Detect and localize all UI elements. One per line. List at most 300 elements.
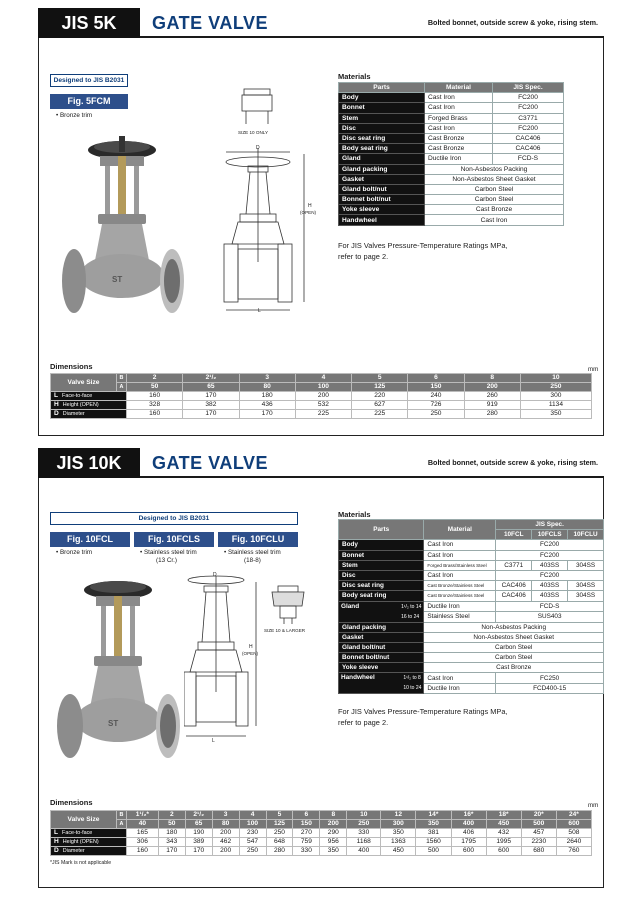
product-title: GATE VALVE xyxy=(152,453,269,473)
material-value: Forged Brass/Stainless Steel xyxy=(424,560,496,570)
material-part: Gland bolt/nut xyxy=(339,642,424,652)
size-range-2: 10 to 24 xyxy=(403,685,422,692)
dimension-key: H xyxy=(54,401,59,408)
material-spec: 403SS xyxy=(532,591,568,601)
dimension-row-label xyxy=(51,392,127,401)
material-spec: FCD-S xyxy=(496,601,604,612)
material-value: Cast Iron xyxy=(425,123,493,133)
dimension-value: 225 xyxy=(295,410,351,419)
trim-label: • Stainless steel trim xyxy=(140,549,197,556)
dimension-row xyxy=(51,847,592,856)
size-b: 12 xyxy=(381,811,416,820)
material-row xyxy=(339,622,604,632)
dimension-value: 250 xyxy=(239,847,266,856)
size-range-1: 1¹/₂ to 8 xyxy=(403,675,421,682)
material-value: Non-Asbestos Packing xyxy=(424,622,604,632)
material-spec: CAC406 xyxy=(496,591,532,601)
size-b: 16* xyxy=(451,811,486,820)
product-title: GATE VALVE xyxy=(152,13,269,33)
material-part: Stem xyxy=(339,113,425,123)
dimension-value: 726 xyxy=(408,401,464,410)
dimension-name: Height (OPEN) xyxy=(62,402,99,408)
material-row xyxy=(339,540,604,550)
dimension-value: 230 xyxy=(239,829,266,838)
size-b: 8 xyxy=(320,811,347,820)
material-value: Cast Bronze xyxy=(425,205,564,215)
material-part: Bonnet bolt/nut xyxy=(339,653,424,663)
header-material: Material xyxy=(424,520,496,540)
size-b: 4 xyxy=(239,811,266,820)
drawing-label-d: D xyxy=(213,572,217,578)
svg-text:ST: ST xyxy=(108,719,119,728)
size-a: 40 xyxy=(127,820,159,829)
jis-10k-section xyxy=(38,448,604,888)
material-row xyxy=(339,133,564,143)
pressure-note xyxy=(338,240,508,262)
size-a-label: A xyxy=(117,383,127,392)
drawing-label-d: D xyxy=(256,145,260,151)
material-value: Cast Iron xyxy=(425,215,564,225)
dimension-value: 306 xyxy=(127,838,159,847)
size-b: 24* xyxy=(556,811,591,820)
dimension-value: 260 xyxy=(464,392,520,401)
dimension-value: 300 xyxy=(520,392,591,401)
size-a: 300 xyxy=(381,820,416,829)
dimension-value: 450 xyxy=(381,847,416,856)
dimension-key: H xyxy=(54,838,59,845)
dimension-value: 280 xyxy=(464,410,520,419)
size-b: 8 xyxy=(464,374,520,383)
material-value: Cast Bronze xyxy=(425,133,493,143)
dimension-value: 400 xyxy=(347,847,381,856)
figure-label-10fcls: Fig. 10FCLS xyxy=(134,532,214,547)
dimension-value: 160 xyxy=(127,410,183,419)
size-row-a xyxy=(51,820,592,829)
jis-badge: JIS 10K xyxy=(38,448,140,478)
dimension-value: 330 xyxy=(293,847,320,856)
material-value: Cast Iron xyxy=(424,673,496,684)
material-spec: CAC406 xyxy=(493,133,564,143)
material-row xyxy=(339,154,564,164)
material-part-label: Gland xyxy=(341,602,360,610)
size-a: 80 xyxy=(239,383,295,392)
size-a: 125 xyxy=(266,820,293,829)
material-part: Gland xyxy=(339,154,425,164)
dimension-value: 680 xyxy=(521,847,556,856)
material-spec: FC200 xyxy=(496,570,604,580)
pressure-note-line1: For JIS Valves Pressure-Temperature Ratings MPa, xyxy=(338,707,508,716)
large-size-stem-drawing xyxy=(270,584,308,626)
header-parts: Parts xyxy=(339,83,425,93)
dimension-value: 170 xyxy=(239,410,295,419)
material-value: Cast Bronze/Stainless Steel xyxy=(424,591,496,601)
dimension-row-label xyxy=(51,847,127,856)
material-value: Cast Iron xyxy=(425,103,493,113)
drawing-label-open: (OPEN) xyxy=(242,651,259,656)
dimension-value: 343 xyxy=(158,838,185,847)
material-part: Handwheel xyxy=(339,215,425,225)
dimension-value: 457 xyxy=(521,829,556,838)
dimension-value: 225 xyxy=(352,410,408,419)
valve-size-label: Valve Size xyxy=(51,811,117,829)
dimension-row xyxy=(51,401,592,410)
header-10fclu: 10FCLU xyxy=(568,530,604,540)
dimension-value: 2640 xyxy=(556,838,591,847)
material-part: Stem xyxy=(339,560,424,570)
dimension-row xyxy=(51,829,592,838)
dimension-value: 200 xyxy=(295,392,351,401)
pressure-note xyxy=(338,706,508,728)
material-part: Disc seat ring xyxy=(339,133,425,143)
size-b-label: B xyxy=(117,811,127,820)
size-b: 2¹/₂ xyxy=(185,811,212,820)
dimensions-table xyxy=(50,373,592,419)
size-b: 1¹/₂* xyxy=(127,811,159,820)
material-row xyxy=(339,215,564,225)
header-spec: JIS Spec. xyxy=(496,520,604,530)
dimension-value: 1995 xyxy=(486,838,521,847)
material-value: Cast Iron xyxy=(424,570,496,580)
material-part: Gland bolt/nut xyxy=(339,184,425,194)
material-part: Gland packing xyxy=(339,622,424,632)
size-note: SIZE 10 ONLY xyxy=(238,130,269,135)
dimension-value: 432 xyxy=(486,829,521,838)
material-spec: FCD400-15 xyxy=(496,683,604,694)
section-header xyxy=(38,8,604,38)
dimension-key: D xyxy=(54,410,59,417)
dimension-key: L xyxy=(54,392,59,399)
dimension-row xyxy=(51,838,592,847)
dimension-key: D xyxy=(54,847,59,854)
size-note: SIZE 10 & LARGER xyxy=(264,628,306,633)
dimension-name: Face-to-face xyxy=(62,393,93,399)
dimension-value: 170 xyxy=(158,847,185,856)
material-row xyxy=(339,144,564,154)
size-row-b xyxy=(51,374,592,383)
material-spec: 403SS xyxy=(532,581,568,591)
material-value: Cast Iron xyxy=(424,550,496,560)
material-row xyxy=(339,642,604,652)
material-value: Carbon Steel xyxy=(424,642,604,652)
dimension-value: 1363 xyxy=(381,838,416,847)
dimension-value: 500 xyxy=(416,847,451,856)
size-b: 6 xyxy=(293,811,320,820)
size-b: 14* xyxy=(416,811,451,820)
dimension-value: 436 xyxy=(239,401,295,410)
size-a: 80 xyxy=(212,820,239,829)
material-spec: FC200 xyxy=(493,123,564,133)
material-value: Cast Iron xyxy=(424,540,496,550)
size-a: 600 xyxy=(556,820,591,829)
material-part: Disc xyxy=(339,123,425,133)
dimension-value: 350 xyxy=(381,829,416,838)
dimension-value: 382 xyxy=(183,401,239,410)
dimension-value: 648 xyxy=(266,838,293,847)
material-value: Ductile Iron xyxy=(424,601,496,612)
dimension-value: 508 xyxy=(556,829,591,838)
size-a: 65 xyxy=(183,383,239,392)
dimension-value: 350 xyxy=(320,847,347,856)
size-a: 350 xyxy=(416,820,451,829)
dimension-row-label xyxy=(51,829,127,838)
material-row xyxy=(339,632,604,642)
material-row xyxy=(339,560,604,570)
size-a: 250 xyxy=(347,820,381,829)
dimension-value: 328 xyxy=(127,401,183,410)
size-b: 10 xyxy=(520,374,591,383)
material-row xyxy=(339,550,604,560)
size-b: 4 xyxy=(295,374,351,383)
material-spec: CAC406 xyxy=(493,144,564,154)
figure-label: Fig. 5FCM xyxy=(50,94,128,109)
size-a: 150 xyxy=(408,383,464,392)
size-a-label: A xyxy=(117,820,127,829)
valve-photo xyxy=(60,126,190,316)
dimension-value: 180 xyxy=(239,392,295,401)
dimension-name: Face-to-face xyxy=(62,830,93,836)
dimension-value: 600 xyxy=(451,847,486,856)
materials-title: Materials xyxy=(338,510,371,519)
dimension-value: 280 xyxy=(266,847,293,856)
dimension-value: 760 xyxy=(556,847,591,856)
dimension-row xyxy=(51,392,592,401)
size-a: 450 xyxy=(486,820,521,829)
material-row xyxy=(339,570,604,580)
size-a: 100 xyxy=(239,820,266,829)
size-b: 2 xyxy=(158,811,185,820)
dimension-value: 200 xyxy=(212,829,239,838)
material-spec: FC200 xyxy=(493,93,564,103)
trim-label: • Bronze trim xyxy=(56,112,93,119)
dimension-value: 290 xyxy=(320,829,347,838)
dimension-value: 462 xyxy=(212,838,239,847)
material-part: Disc xyxy=(339,570,424,580)
drawing-label-l: L xyxy=(212,738,215,744)
size-b: 6 xyxy=(408,374,464,383)
pressure-note-line2: refer to page 2. xyxy=(338,718,389,727)
material-spec: C3771 xyxy=(496,560,532,570)
size-a: 65 xyxy=(185,820,212,829)
header-parts: Parts xyxy=(339,520,424,540)
dimension-value: 170 xyxy=(185,847,212,856)
material-row xyxy=(339,113,564,123)
dimensions-title: Dimensions xyxy=(50,362,93,371)
trim-label: • Bronze trim xyxy=(56,549,93,556)
materials-title: Materials xyxy=(338,72,371,81)
designed-to-label: Designed to JIS B2031 xyxy=(50,512,298,525)
dimension-value: 250 xyxy=(266,829,293,838)
valve-photo xyxy=(54,570,184,760)
size-a: 150 xyxy=(293,820,320,829)
dimension-value: 1168 xyxy=(347,838,381,847)
dimension-value: 1560 xyxy=(416,838,451,847)
materials-table xyxy=(338,82,564,226)
dimension-value: 250 xyxy=(408,410,464,419)
dimensions-title: Dimensions xyxy=(50,798,93,807)
trim-label: • Stainless steel trim xyxy=(224,549,281,556)
drawing-label-h: H xyxy=(249,644,253,650)
material-value: Carbon Steel xyxy=(424,653,604,663)
material-value: Ductile Iron xyxy=(424,683,496,694)
size-b: 2¹/₂ xyxy=(183,374,239,383)
unit-label: mm xyxy=(588,802,599,809)
material-part: Gland packing xyxy=(339,164,425,174)
material-part-label: Handwheel xyxy=(341,674,375,682)
dimension-value: 160 xyxy=(127,392,183,401)
material-value: Forged Brass xyxy=(425,113,493,123)
dimension-key: L xyxy=(54,829,59,836)
drawing-label-l: L xyxy=(258,308,261,314)
material-spec: CAC406 xyxy=(496,581,532,591)
material-spec: 304SS xyxy=(568,581,604,591)
size-b: 18* xyxy=(486,811,521,820)
size-a: 125 xyxy=(352,383,408,392)
size-b: 3 xyxy=(239,374,295,383)
dimension-value: 1134 xyxy=(520,401,591,410)
materials-table xyxy=(338,519,604,694)
valve-size-label: Valve Size xyxy=(51,374,117,392)
size-range-2: 16 to 24 xyxy=(401,613,420,620)
dimension-value: 600 xyxy=(486,847,521,856)
material-value: Cast Bronze xyxy=(425,144,493,154)
dimension-value: 170 xyxy=(183,392,239,401)
size-b: 2 xyxy=(127,374,183,383)
trim-label-sub: (18-8) xyxy=(244,557,261,564)
dimension-value: 350 xyxy=(520,410,591,419)
material-part xyxy=(339,673,424,694)
size-a: 200 xyxy=(320,820,347,829)
drawing-label-open: (OPEN) xyxy=(300,210,317,215)
material-spec: FC200 xyxy=(496,550,604,560)
material-row xyxy=(339,184,564,194)
dimension-value: 381 xyxy=(416,829,451,838)
size-a: 500 xyxy=(521,820,556,829)
dimension-value: 165 xyxy=(127,829,159,838)
material-part: Bonnet xyxy=(339,550,424,560)
size-b: 5 xyxy=(266,811,293,820)
dimension-value: 2230 xyxy=(521,838,556,847)
material-row xyxy=(339,601,604,612)
dimension-name: Diameter xyxy=(62,848,85,854)
material-value: Cast Bronze xyxy=(424,663,604,673)
size-b: 20* xyxy=(521,811,556,820)
size-a: 50 xyxy=(158,820,185,829)
material-spec: 304SS xyxy=(568,560,604,570)
dimension-row xyxy=(51,410,592,419)
material-spec: 304SS xyxy=(568,591,604,601)
dimension-value: 190 xyxy=(185,829,212,838)
dimension-value: 1795 xyxy=(451,838,486,847)
size-row-b xyxy=(51,811,592,820)
material-value: Carbon Steel xyxy=(425,184,564,194)
material-spec: SUS403 xyxy=(496,612,604,623)
dimension-value: 919 xyxy=(464,401,520,410)
material-row xyxy=(339,93,564,103)
jis-badge: JIS 5K xyxy=(38,8,140,38)
size-b: 5 xyxy=(352,374,408,383)
material-spec: FC250 xyxy=(496,673,604,684)
figure-label-10fclu: Fig. 10FCLU xyxy=(218,532,298,547)
trim-label-sub: (13 Cr.) xyxy=(156,557,177,564)
size-a: 250 xyxy=(520,383,591,392)
dimension-value: 270 xyxy=(293,829,320,838)
dimension-value: 547 xyxy=(239,838,266,847)
dimension-value: 240 xyxy=(408,392,464,401)
material-value: Carbon Steel xyxy=(425,195,564,205)
unit-label: mm xyxy=(588,366,599,373)
dimension-value: 170 xyxy=(183,410,239,419)
material-part xyxy=(339,601,424,622)
dimension-value: 220 xyxy=(352,392,408,401)
material-part: Body xyxy=(339,93,425,103)
material-row xyxy=(339,591,604,601)
material-part: Bonnet xyxy=(339,103,425,113)
size-b: 10 xyxy=(347,811,381,820)
material-part: Body seat ring xyxy=(339,144,425,154)
header-material: Material xyxy=(425,83,493,93)
dimension-value: 389 xyxy=(185,838,212,847)
material-part: Body xyxy=(339,540,424,550)
footnote: *JIS Mark is not applicable xyxy=(50,860,112,866)
dimension-name: Height (OPEN) xyxy=(62,839,99,845)
material-spec: FC200 xyxy=(493,103,564,113)
material-part: Body seat ring xyxy=(339,591,424,601)
material-spec: FC200 xyxy=(496,540,604,550)
size-b-label: B xyxy=(117,374,127,383)
material-row xyxy=(339,581,604,591)
dimension-value: 330 xyxy=(347,829,381,838)
material-value: Non-Asbestos Sheet Gasket xyxy=(424,632,604,642)
material-row xyxy=(339,164,564,174)
dimension-drawing xyxy=(222,84,342,316)
dimension-drawing xyxy=(184,572,264,752)
material-value: Non-Asbestos Sheet Gasket xyxy=(425,174,564,184)
dimension-row-label xyxy=(51,401,127,410)
material-row xyxy=(339,663,604,673)
pressure-note-line1: For JIS Valves Pressure-Temperature Ratings MPa, xyxy=(338,241,508,250)
material-value: Cast Bronze/Stainless Steel xyxy=(424,581,496,591)
pressure-note-line2: refer to page 2. xyxy=(338,252,389,261)
material-part: Gasket xyxy=(339,632,424,642)
material-spec: 403SS xyxy=(532,560,568,570)
material-row xyxy=(339,205,564,215)
dimension-name: Diameter xyxy=(62,411,85,417)
size-a: 50 xyxy=(127,383,183,392)
header-10fcls: 10FCLS xyxy=(532,530,568,540)
size-b: 3 xyxy=(212,811,239,820)
product-subtitle: Bolted bonnet, outside screw & yoke, rising stem. xyxy=(427,18,598,27)
material-part: Yoke sleeve xyxy=(339,205,425,215)
figure-label-10fcl: Fig. 10FCL xyxy=(50,532,130,547)
dimensions-table xyxy=(50,810,592,856)
dimension-row-label xyxy=(51,838,127,847)
dimension-value: 406 xyxy=(451,829,486,838)
jis-5k-section xyxy=(38,8,604,436)
material-row xyxy=(339,653,604,663)
dimension-value: 532 xyxy=(295,401,351,410)
material-part: Disc seat ring xyxy=(339,581,424,591)
material-row xyxy=(339,123,564,133)
dimension-value: 759 xyxy=(293,838,320,847)
material-part: Gasket xyxy=(339,174,425,184)
product-subtitle: Bolted bonnet, outside screw & yoke, rising stem. xyxy=(427,458,598,467)
dimension-value: 180 xyxy=(158,829,185,838)
material-row xyxy=(339,673,604,684)
designed-to-label: Designed to JIS B2031 xyxy=(50,74,128,87)
section-header xyxy=(38,448,604,478)
material-row xyxy=(339,174,564,184)
size-row-a xyxy=(51,383,592,392)
